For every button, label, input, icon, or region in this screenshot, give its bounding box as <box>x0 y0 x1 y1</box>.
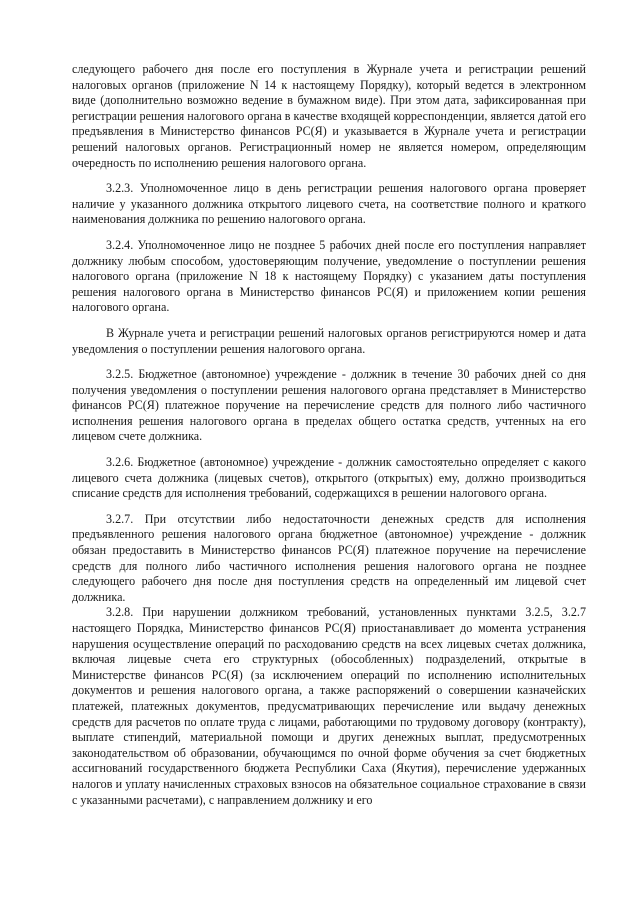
paragraph-3-2-3: 3.2.3. Уполномоченное лицо в день регистрации решения налогового органа проверяет наличие у указанного должника открытого лицевого счета, на соответствие полного и краткого наименования должника по решению налогового органа. <box>72 181 586 227</box>
paragraph-3-2-8: 3.2.8. При нарушении должником требований, установленных пунктами 3.2.5, 3.2.7 настоящего Порядка, Министерство финансов РС(Я) приостанавливает до момента устранения нарушения осуществление операций по расходованию средств на всех лицевых счетах должника, включая лицевые счета его структурных (обособленных) подразделений, открытые в Министерстве финансов РС(Я) (за исключением операций по исполнению исполнительных документов и решения налогового органа, а также распоряжений о совершении казначейских платежей, платежных документов, предусматривающих перечисление или выдачу денежных средств для расчетов по оплате труда с лицами, работающими по трудовому договору (контракту), выплате стипендий, материальной помощи и других денежных выплат, предусмотренных законодательством об образовании, обучающимся по очной форме обучения за счет бюджетных ассигнований государственного бюджета Республики Саха (Якутия), перечисление удержанных налогов и уплату начисленных страховых взносов на обязательное социальное страхование в связи с указанными расчетами), с направлением должнику и его <box>72 605 586 807</box>
paragraph-3-2-7: 3.2.7. При отсутствии либо недостаточности денежных средств для исполнения предъявленного решения налогового органа бюджетное (автономное) учреждение - должник обязан предоставить в Министерство финансов РС(Я) платежное поручение на перечисление средств для полного либо частичного исполнения решения налогового органа не позднее следующего рабочего дня после дня поступления средств на определенный им лицевой счет должника. <box>72 511 586 604</box>
document-page <box>72 62 586 808</box>
paragraph-continuation: следующего рабочего дня после его поступления в Журнале учета и регистрации решений налоговых органов (приложение N 14 к настоящему Порядку), который ведется в электронном виде (дополнительно возможно ведение в бумажном виде). При этом дата, зафиксированная при регистрации решения налогового органа в качестве входящей корреспонденции, является датой его предъявления в Министерство финансов РС(Я) и указывается в Журнале учета и регистрации решений налоговых органов. Регистрационный номер не является номером, определяющим очередность по исполнению решения налогового органа. <box>72 62 586 170</box>
paragraph-journal-registration: В Журнале учета и регистрации решений налоговых органов регистрируются номер и дата уведомления о поступлении решения налогового органа. <box>72 325 586 356</box>
paragraph-3-2-6: 3.2.6. Бюджетное (автономное) учреждение - должник самостоятельно определяет с какого лицевого счета должника (лицевых счетов), открытого (открытых) ему, должно производиться списание средств для исполнения требований, содержащихся в решении налогового органа. <box>72 455 586 501</box>
paragraph-3-2-4: 3.2.4. Уполномоченное лицо не позднее 5 рабочих дней после его поступления направляет должнику любым способом, удостоверяющим получение, уведомление о поступлении решения налогового органа (приложение N 18 к настоящему Порядку) с указанием даты поступления решения налогового органа в Министерство финансов РС(Я) и приложением копии решения налогового органа. <box>72 237 586 315</box>
paragraph-3-2-5: 3.2.5. Бюджетное (автономное) учреждение - должник в течение 30 рабочих дней со дня получения уведомления о поступлении решения налогового органа представляет в Министерство финансов РС(Я) платежное поручение на перечисление средств для полного либо частичного исполнения решения налогового органа в пределах общего остатка средств, учтенных на его лицевом счете должника. <box>72 367 586 444</box>
